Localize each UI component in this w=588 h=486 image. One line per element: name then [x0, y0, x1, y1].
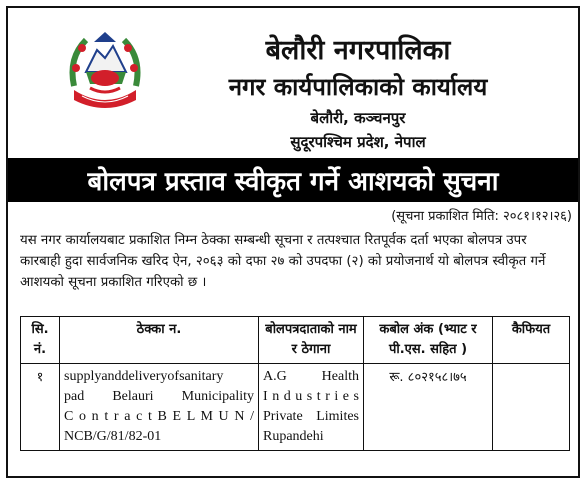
- header-amount: कबोल अंक (भ्याट र पी.एस. सहित ): [364, 317, 493, 364]
- table-row: [21, 364, 570, 451]
- notice-intro: यस नगर कार्यालयबाट प्रकाशित निम्न ठेक्का सम्बन्धी सूचना र तत्पश्चात रितपूर्वक दर्ता भएका बोलपत्र उपर कारबाही हुदा सार्वजनिक खरिद ऐन, २०६३ को दफा २७ को उपदफा (२) को प्रयोजनार्थ यो बोलपत्र स्वीकृत गर्ने आशयको सूचना प्रकाशित गरिएको छ ।: [20, 233, 546, 290]
- province-name: सुदूरपश्चिम प्रदेश, नेपाल: [290, 133, 426, 151]
- office-address: बेलौरी, कञ्चनपुर: [310, 109, 406, 127]
- row-sn: १: [21, 364, 60, 451]
- row-contract: [60, 364, 259, 451]
- bidder-line: Rupandehi: [263, 429, 324, 444]
- row-remarks: [493, 364, 570, 451]
- row-bidder: [259, 364, 364, 451]
- table-header-row: [21, 317, 570, 364]
- contract-line: pad Belauri Municipality: [64, 389, 254, 404]
- row-amount: रू. ८०२१५८।७५: [364, 364, 493, 451]
- bidder-line: Private Limites: [263, 409, 359, 424]
- org-name: बेलौरी नगरपालिका: [265, 35, 451, 66]
- notice-title: बोलपत्र प्रस्ताव स्वीकृत गर्ने आशयको सुचना: [8, 158, 578, 202]
- contract-line: NCB/G/81/82-01: [64, 429, 162, 444]
- contract-line: C o n t r a c t B E L M U N /: [64, 409, 254, 424]
- office-name: नगर कार्यपालिकाको कार्यालय: [228, 73, 488, 101]
- contract-line: supplyanddeliveryofsanitary: [64, 369, 224, 384]
- header-sn: सि. नं.: [21, 317, 60, 364]
- notice-frame: [6, 6, 580, 478]
- tender-table: [20, 316, 570, 451]
- header-bidder: बोलपत्रदाताको नाम र ठेगाना: [259, 317, 364, 364]
- header-remarks: कैफियत: [493, 317, 570, 364]
- header-contract: ठेक्का न.: [60, 317, 259, 364]
- nepal-emblem-icon: [64, 28, 146, 112]
- publication-date: (सूचना प्रकाशित मिति: २०८१।१२।२६): [391, 209, 572, 224]
- bidder-line: A.G Health: [263, 369, 359, 384]
- bidder-line: I n d u s t r i e s: [263, 389, 359, 404]
